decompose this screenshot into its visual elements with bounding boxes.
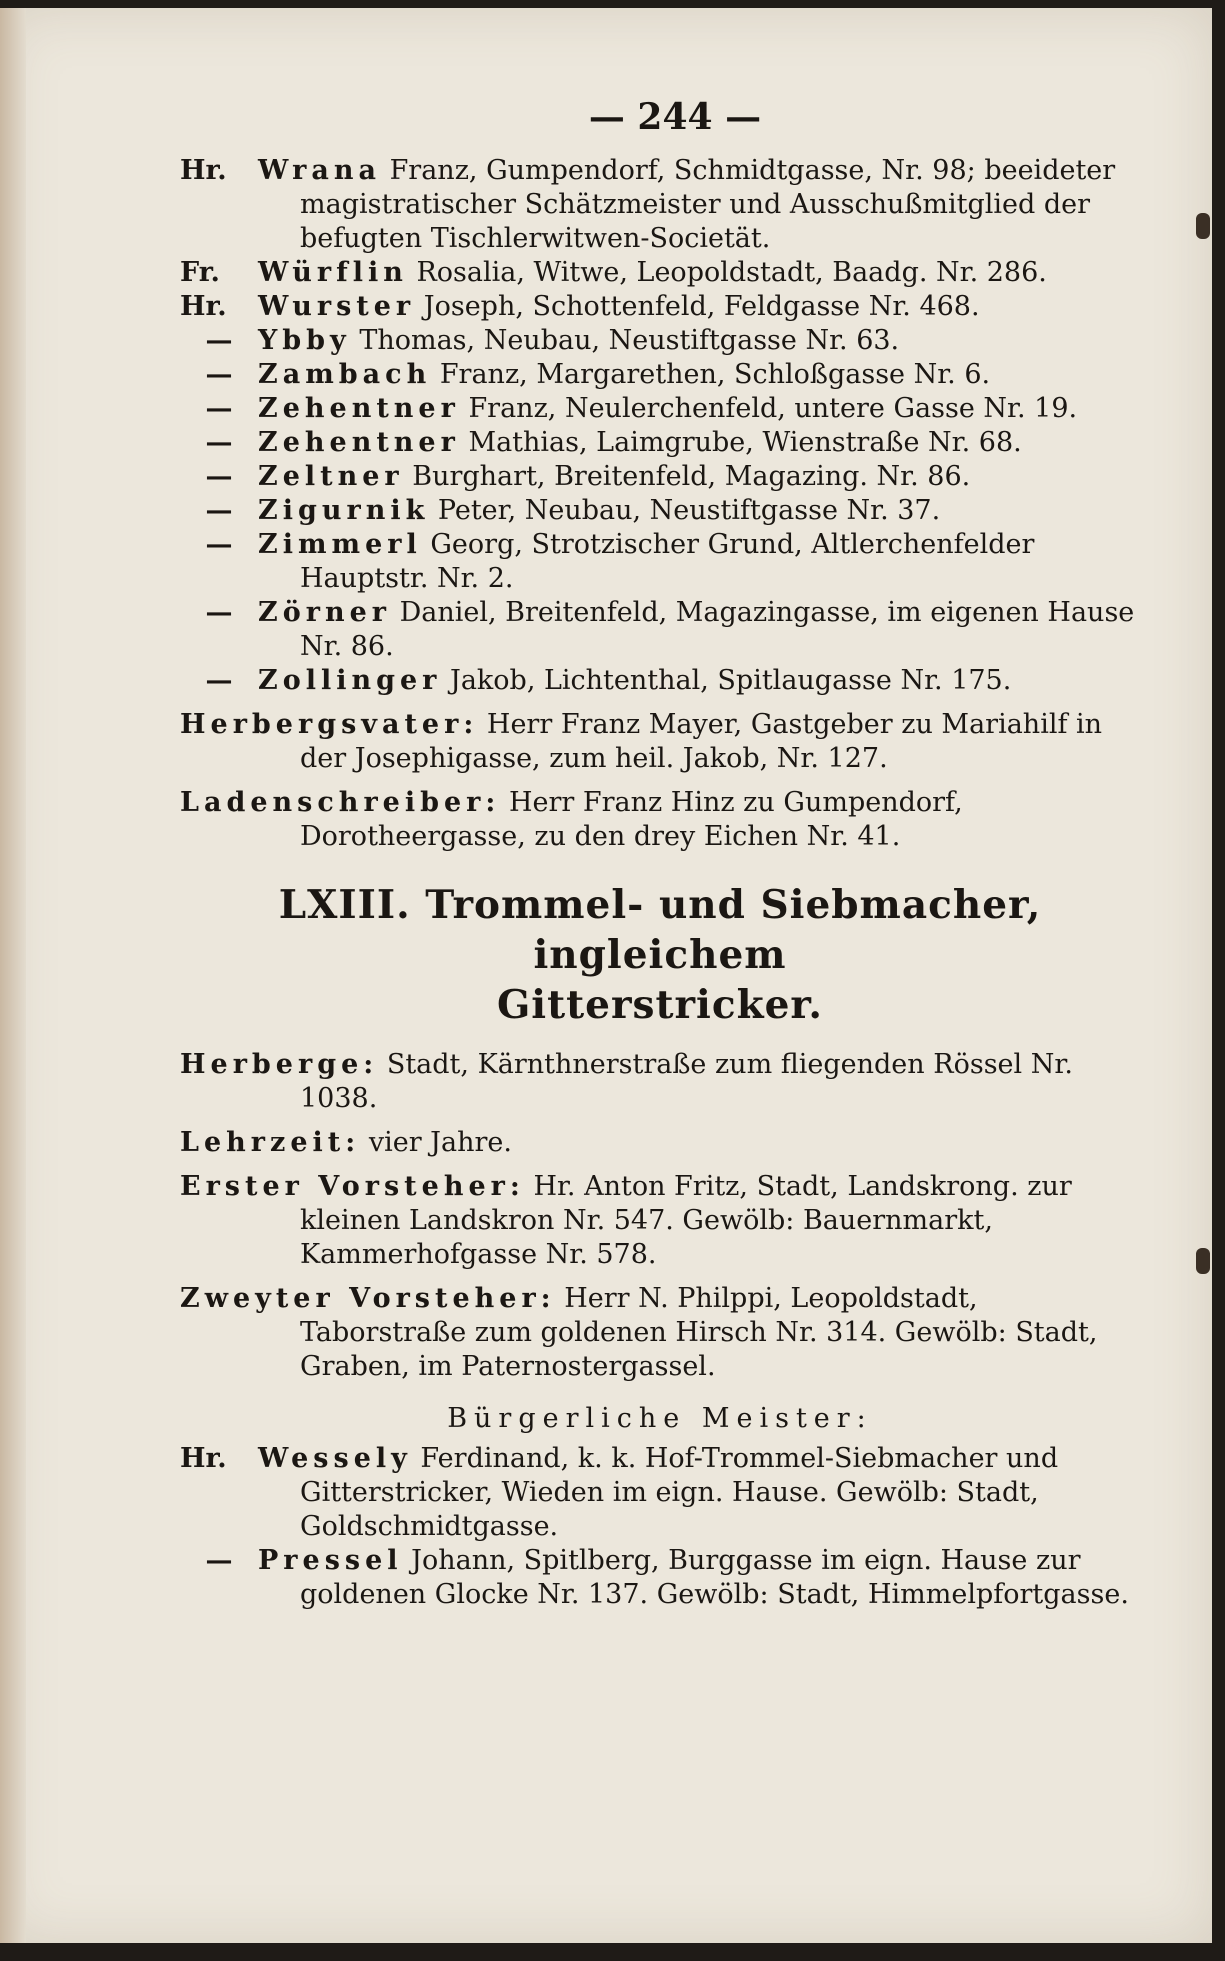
lehrzeit [180,1126,1140,1160]
entry-prefix: — [205,597,233,628]
herberge [180,1048,1140,1116]
zweyter-vorsteher [180,1282,1140,1384]
entry-surname: Zigurnik [258,495,430,526]
entry-surname: Zeltner [258,461,404,492]
binding-mark [1196,1248,1210,1274]
herberge-label: Herberge: [180,1049,379,1080]
herbergsvater-text: Herr Franz Mayer, Gastgeber zu Mariahilf in der Josephigasse, zum heil. Jakob, Nr. 127. [300,709,1103,774]
entry-surname: Würflin [258,257,408,288]
list-item [180,494,1140,528]
list-item [180,324,1140,358]
herbergsvater-label: Herbergsvater: [180,709,479,740]
ladenschreiber [180,786,1140,854]
buergerliche-meister-heading: Bürgerliche Meister: [447,1403,873,1434]
entry-text: Thomas, Neubau, Neustiftgasse Nr. 63. [359,325,900,356]
page-edge [0,8,26,1943]
herbergsvater [180,708,1140,776]
entry-surname: Zehentner [258,427,460,458]
section-heading [180,880,1140,1030]
entry-text: Franz, Margarethen, Schloßgasse Nr. 6. [439,359,991,390]
entry-surname: Zörner [258,597,391,628]
binding-mark [1196,213,1210,239]
list-item [180,392,1140,426]
list-item [180,528,1140,596]
entry-surname: Pressel [258,1545,403,1576]
lehrzeit-text: vier Jahre. [368,1127,512,1158]
erster-vorsteher-text: Hr. Anton Fritz, Stadt, Landskrong. zur kleinen Landskron Nr. 547. Gewölb: Bauernmarkt, Kammerhofgasse Nr. 578. [300,1171,1072,1270]
list-item [180,664,1140,698]
entry-surname: Zollinger [258,665,442,696]
entry-prefix: — [205,461,233,492]
entry-prefix: — [205,665,233,696]
ladenschreiber-text: Herr Franz Hinz zu Gumpendorf, Dorotheergasse, zu den drey Eichen Nr. 41. [300,787,963,852]
entry-surname: Zehentner [258,393,460,424]
entry-text: Ferdinand, k. k. Hof-Trommel-Siebmacher und Gitterstricker, Wieden im eign. Hause. Gewölb: Stadt, Goldschmidtgasse. [300,1443,1059,1542]
entry-text: Rosalia, Witwe, Leopoldstadt, Baadg. Nr. 286. [416,257,1047,288]
list-item [180,1544,1140,1612]
entry-surname: Ybby [258,325,351,356]
list-item [180,596,1140,664]
herberge-text: Stadt, Kärnthnerstraße zum fliegenden Rössel Nr. 1038. [300,1049,1073,1114]
entry-prefix: Hr. [180,291,227,322]
entry-prefix: — [205,427,233,458]
entry-prefix: — [205,495,233,526]
entry-prefix: — [205,393,233,424]
section-heading-line1: LXIII. Trommel- und Siebmacher, ingleichem [278,882,1042,978]
entry-prefix: — [205,529,233,560]
list-item [180,290,1140,324]
list-item [180,358,1140,392]
entry-prefix: — [205,359,233,390]
entry-text: Franz, Neulerchenfeld, untere Gasse Nr. 19. [468,393,1078,424]
entry-surname: Zimmerl [258,529,422,560]
entry-text: Georg, Strotzischer Grund, Altlerchenfelder Hauptstr. Nr. 2. [300,529,1035,594]
erster-vorsteher [180,1170,1140,1272]
page-number: — 244 — [588,96,762,138]
zweyter-vorsteher-text: Herr N. Philppi, Leopoldstadt, Taborstraße zum goldenen Hirsch Nr. 314. Gewölb: Stadt, Graben, im Paternostergassel. [300,1283,1098,1382]
list-item [180,154,1140,256]
list-item [180,426,1140,460]
entry-surname: Wrana [258,155,381,186]
entry-prefix: Hr. [180,155,227,186]
entry-text: Burghart, Breitenfeld, Magazing. Nr. 86. [412,461,971,492]
entry-surname: Wurster [258,291,416,322]
entry-prefix: — [205,325,233,356]
member-list-bottom [180,1442,1140,1612]
ladenschreiber-label: Ladenschreiber: [180,787,501,818]
entry-prefix: Fr. [180,257,220,288]
entry-text: Joseph, Schottenfeld, Feldgasse Nr. 468. [423,291,980,322]
entry-text: Johann, Spitlberg, Burggasse im eign. Hause zur goldenen Glocke Nr. 137. Gewölb: Stadt, Himmelpfortgasse. [300,1545,1129,1610]
entry-text: Peter, Neubau, Neustiftgasse Nr. 37. [437,495,941,526]
list-item [180,1442,1140,1544]
page-content [180,96,1140,1612]
list-item [180,256,1140,290]
entry-prefix: Hr. [180,1443,227,1474]
entry-text: Jakob, Lichtenthal, Spitlaugasse Nr. 175. [450,665,1012,696]
entry-text: Franz, Gumpendorf, Schmidtgasse, Nr. 98; beeideter magistratischer Schätzmeister und Ausschußmitglied der befugten Tischlerwitwen-Societät. [300,155,1116,254]
entry-prefix: — [205,1545,233,1576]
entry-text: Daniel, Breitenfeld, Magazingasse, im eigenen Hause Nr. 86. [300,597,1135,662]
entry-surname: Wessely [258,1443,412,1474]
lehrzeit-label: Lehrzeit: [180,1127,361,1158]
section-heading-line2: Gitterstricker. [497,982,823,1028]
member-list-top [180,154,1140,698]
zweyter-vorsteher-label: Zweyter Vorsteher: [180,1283,556,1314]
entry-surname: Zambach [258,359,432,390]
list-item [180,460,1140,494]
erster-vorsteher-label: Erster Vorsteher: [180,1171,525,1202]
entry-text: Mathias, Laimgrube, Wienstraße Nr. 68. [468,427,1022,458]
